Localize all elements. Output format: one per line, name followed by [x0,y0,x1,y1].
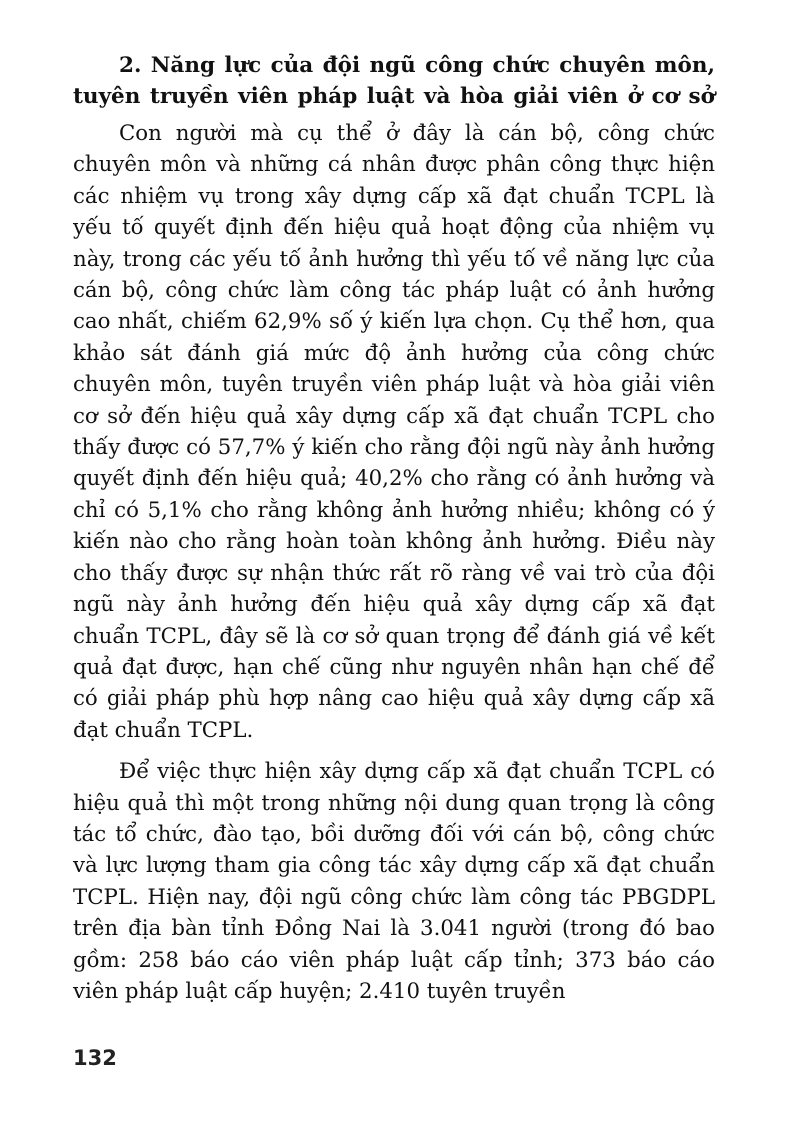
page-content [73,50,715,1007]
body-paragraph-2: Để việc thực hiện xây dựng cấp xã đạt chuẩn TCPL có hiệu quả thì một trong những nội dung quan trọng là công tác tổ chức, đào tạo, bồi dưỡng đối với cán bộ, công chức và lực lượng tham gia công tác xây dựng cấp xã đạt chuẩn TCPL. Hiện nay, đội ngũ công chức làm công tác PBGDPL trên địa bàn tỉnh Đồng Nai là 3.041 người (trong đó bao gồm: 258 báo cáo viên pháp luật cấp tỉnh; 373 báo cáo viên pháp luật cấp huyện; 2.410 tuyên truyền [73,759,715,1004]
section-heading-line-1: 2. Năng lực của đội ngũ công chức chuyên môn, [119,53,715,78]
section-heading-line-2: tuyên truyền viên pháp luật và hòa giải viên ở cơ sở [73,84,715,109]
body-paragraph-1: Con người mà cụ thể ở đây là cán bộ, công chức chuyên môn và những cá nhân được phân công thực hiện các nhiệm vụ trong xây dựng cấp xã đạt chuẩn TCPL là yếu tố quyết định đến hiệu quả hoạt động của nhiệm vụ này, trong các yếu tố ảnh hưởng thì yếu tố về năng lực của cán bộ, công chức làm công tác pháp luật có ảnh hưởng cao nhất, chiếm 62,9% số ý kiến lựa chọn. Cụ thể hơn, qua khảo sát đánh giá mức độ ảnh hưởng của công chức chuyên môn, tuyên truyền viên pháp luật và hòa giải viên cơ sở đến hiệu quả xây dựng cấp xã đạt chuẩn TCPL cho thấy được có 57,7% ý kiến cho rằng đội ngũ này ảnh hưởng quyết định đến hiệu quả; 40,2% cho rằng có ảnh hưởng và chỉ có 5,1% cho rằng không ảnh hưởng nhiều; không có ý kiến nào cho rằng hoàn toàn không ảnh hưởng. Điều này cho thấy được sự nhận thức rất rõ ràng về vai trò của đội ngũ này ảnh hưởng đến hiệu quả xây dựng cấp xã đạt chuẩn TCPL, đây sẽ là cơ sở quan trọng để đánh giá về kết quả đạt được, hạn chế cũng như nguyên nhân hạn chế để có giải pháp phù hợp nâng cao hiệu quả xây dựng cấp xã đạt chuẩn TCPL. [73,121,715,743]
page-number: 132 [73,1046,117,1070]
section-heading [73,50,715,112]
